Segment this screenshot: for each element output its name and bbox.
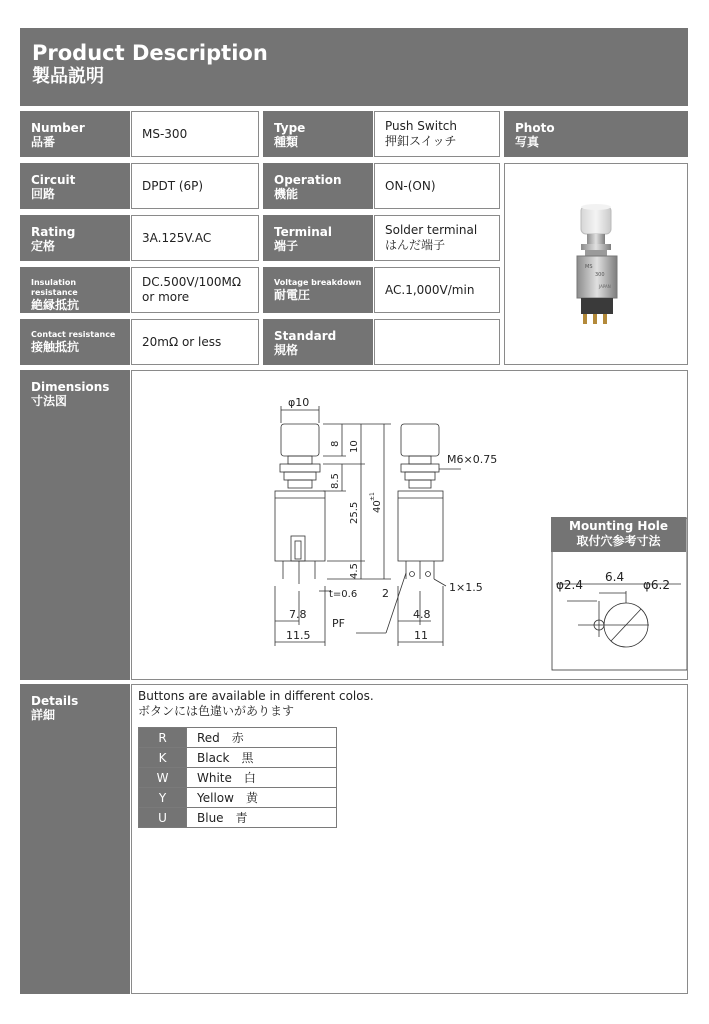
dimensions-label: [20, 370, 130, 680]
dim-pf: PF: [332, 617, 345, 630]
terminal-value-en: Solder terminal: [385, 223, 478, 237]
voltage-value-cell: [374, 267, 500, 313]
details-line-ja: ボタンには色違いがあります: [138, 704, 295, 718]
color-name: White 白: [187, 768, 337, 788]
insulation-value-cell: [131, 267, 259, 313]
number-label-en: Number: [31, 121, 85, 135]
mounting-hole-title-en: Mounting Hole: [569, 519, 668, 533]
photo-label-japan: JAPAN: [599, 284, 611, 289]
dim-phi10: φ10: [288, 396, 310, 409]
color-name: Red 赤: [187, 728, 337, 748]
type-label: [263, 111, 373, 157]
terminal-label: [263, 215, 373, 261]
terminal-label-en: Terminal: [274, 225, 333, 239]
circuit-label-ja: 回路: [31, 187, 56, 201]
insulation-label: [20, 267, 130, 313]
color-row: [139, 768, 337, 788]
dim-10: 10: [349, 440, 360, 453]
insulation-label-en: Insulation resistance: [31, 278, 78, 297]
color-row: [139, 748, 337, 768]
standard-label-en: Standard: [274, 329, 337, 343]
page-title-box: [20, 28, 688, 106]
dim-phi2-4: φ2.4: [556, 578, 583, 592]
details-line-en: Buttons are available in different colos.: [138, 689, 374, 703]
color-code: U: [139, 808, 187, 828]
mounting-hole-title-ja: 取付穴参考寸法: [576, 534, 661, 548]
page-title-ja: 製品説明: [32, 66, 104, 87]
dim-8: 8: [330, 440, 341, 447]
voltage-value: AC.1,000V/min: [385, 282, 475, 297]
switch-photo: [505, 164, 687, 364]
dim-thread: M6×0.75: [447, 453, 498, 466]
circuit-value-cell: [131, 163, 259, 209]
dim-6-4: 6.4: [605, 570, 625, 584]
photo-cell: [504, 163, 688, 365]
voltage-label-ja: 耐電圧: [274, 288, 311, 302]
dimensions-label-ja: 寸法図: [31, 394, 68, 408]
photo-label-ja: 写真: [515, 135, 540, 149]
dim-4-5: 4.5: [349, 563, 360, 579]
color-row: [139, 808, 337, 828]
dim-40: 40: [372, 500, 383, 513]
operation-value: ON-(ON): [385, 178, 436, 193]
color-row: [139, 788, 337, 808]
color-code: W: [139, 768, 187, 788]
voltage-label: [263, 267, 373, 313]
contact-label: [20, 319, 130, 365]
number-label-ja: 品番: [31, 135, 56, 149]
number-label: [20, 111, 130, 157]
type-value-ja: 押釦スイッチ: [385, 134, 457, 148]
photo-label: [504, 111, 688, 157]
details-cell: [131, 684, 688, 994]
number-value-cell: [131, 111, 259, 157]
rating-value: 3A.125V.AC: [142, 230, 212, 245]
dimensions-label-en: Dimensions: [31, 380, 110, 394]
operation-value-cell: [374, 163, 500, 209]
terminal-value-cell: [374, 215, 500, 261]
type-value-cell: [374, 111, 500, 157]
insulation-value-1: DC.500V/100MΩ: [142, 275, 242, 289]
dim-t: t=0.6: [329, 589, 358, 600]
color-name: Blue 青: [187, 808, 337, 828]
dim-11: 11: [414, 629, 428, 642]
number-value: MS-300: [142, 126, 188, 141]
color-name: Yellow 黄: [187, 788, 337, 808]
insulation-label-ja: 絶縁抵抗: [31, 298, 80, 312]
color-row: [139, 728, 337, 748]
circuit-label: [20, 163, 130, 209]
rating-label: [20, 215, 130, 261]
standard-label: [263, 319, 373, 365]
type-value-en: Push Switch: [385, 119, 457, 133]
details-label-en: Details: [31, 694, 79, 708]
color-code: R: [139, 728, 187, 748]
dim-40-tol: ±1: [369, 492, 376, 501]
rating-label-en: Rating: [31, 225, 76, 239]
details-label-ja: 詳細: [31, 708, 56, 722]
dim-25-5: 25.5: [349, 501, 360, 524]
rating-value-cell: [131, 215, 259, 261]
contact-label-ja: 接触抵抗: [31, 340, 80, 354]
operation-label-ja: 機能: [274, 187, 299, 201]
dim-2: 2: [382, 587, 389, 600]
page-title: Product Description: [32, 41, 268, 65]
photo-label-300: 300: [595, 272, 605, 278]
operation-label-en: Operation: [274, 173, 342, 187]
dim-11-5: 11.5: [286, 629, 311, 642]
mounting-hole-title: [551, 517, 686, 552]
details-label: [20, 684, 130, 994]
contact-value: 20mΩ or less: [142, 334, 222, 349]
dim-7-8: 7.8: [289, 608, 307, 621]
standard-label-ja: 規格: [274, 343, 299, 357]
dim-8-5: 8.5: [330, 473, 341, 489]
photo-label-ms: MS: [585, 264, 593, 270]
color-code: K: [139, 748, 187, 768]
terminal-label-ja: 端子: [274, 239, 299, 253]
type-label-ja: 種類: [274, 135, 299, 149]
dim-4-8: 4.8: [413, 608, 431, 621]
circuit-label-en: Circuit: [31, 173, 76, 187]
photo-label-en: Photo: [515, 121, 555, 135]
contact-label-en: Contact resistance: [31, 330, 116, 339]
color-table: [138, 727, 337, 828]
dim-1x1-5: 1×1.5: [449, 581, 483, 594]
standard-value-cell: [374, 319, 500, 365]
color-code: Y: [139, 788, 187, 808]
terminal-value-ja: はんだ端子: [385, 238, 446, 252]
voltage-label-en: Voltage breakdown: [274, 278, 362, 287]
operation-label: [263, 163, 373, 209]
insulation-value-2: or more: [142, 290, 190, 304]
contact-value-cell: [131, 319, 259, 365]
type-label-en: Type: [274, 121, 306, 135]
dim-phi6-2: φ6.2: [643, 578, 670, 592]
circuit-value: DPDT (6P): [142, 178, 204, 193]
color-name: Black 黒: [187, 748, 337, 768]
rating-label-ja: 定格: [31, 239, 56, 253]
